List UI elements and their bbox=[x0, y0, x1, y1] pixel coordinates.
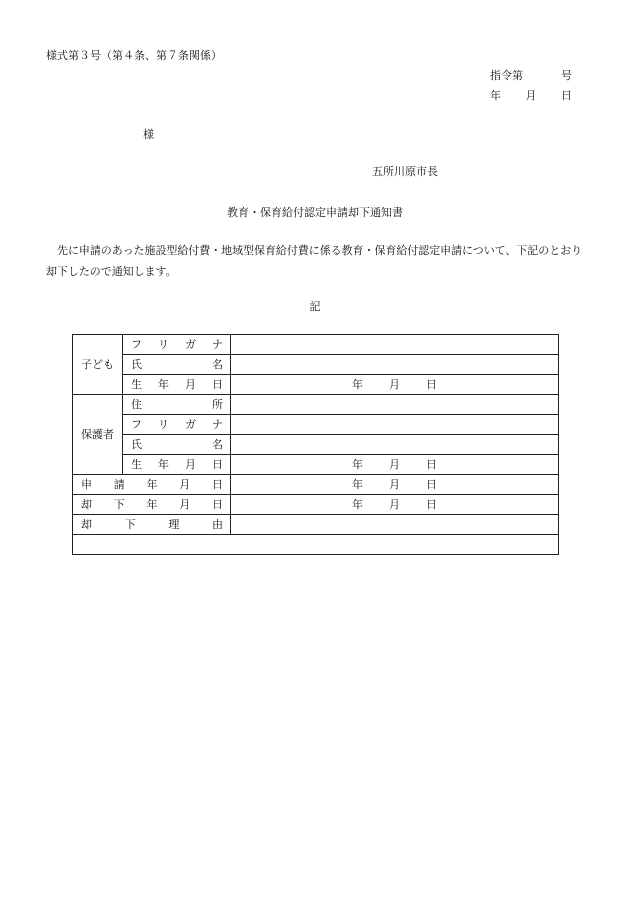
child-name-value[interactable] bbox=[231, 355, 559, 375]
rejection-reason-area[interactable] bbox=[73, 535, 559, 555]
table-row bbox=[73, 415, 559, 435]
table-row bbox=[73, 435, 559, 455]
application-date-value[interactable]: 年 月 日 bbox=[231, 475, 559, 495]
guardian-birthdate-value[interactable]: 年 月 日 bbox=[231, 455, 559, 475]
application-date-label: 申 請 年 月 日 bbox=[73, 475, 231, 495]
rejection-date-value[interactable]: 年 月 日 bbox=[231, 495, 559, 515]
guardian-name-label: 氏 名 bbox=[123, 435, 231, 455]
child-furigana-value[interactable] bbox=[231, 335, 559, 355]
table-row bbox=[73, 455, 559, 475]
table-row bbox=[73, 335, 559, 355]
ki-heading: 記 bbox=[309, 300, 321, 313]
rejection-reason-header-value bbox=[231, 515, 559, 535]
table-row bbox=[73, 495, 559, 515]
rejection-date-label: 却 下 年 月 日 bbox=[73, 495, 231, 515]
table-row bbox=[73, 375, 559, 395]
child-group-label: 子ども bbox=[73, 335, 123, 395]
guardian-birthdate-label: 生 年 月 日 bbox=[123, 455, 231, 475]
child-name-label: 氏 名 bbox=[123, 355, 231, 375]
rejection-reason-label: 却 下 理 由 bbox=[73, 515, 231, 535]
table-row bbox=[73, 475, 559, 495]
document-number-suffix: 号 bbox=[561, 69, 572, 82]
table-row bbox=[73, 355, 559, 375]
document-date-year: 年 bbox=[490, 89, 501, 102]
document-date-day: 日 bbox=[561, 89, 572, 102]
document-number-prefix: 指令第 bbox=[490, 69, 523, 82]
child-birthdate-value[interactable]: 年 月 日 bbox=[231, 375, 559, 395]
guardian-group-label: 保護者 bbox=[73, 395, 123, 475]
guardian-address-label: 住 所 bbox=[123, 395, 231, 415]
document-number bbox=[490, 70, 572, 81]
guardian-name-value[interactable] bbox=[231, 435, 559, 455]
table-row bbox=[73, 515, 559, 535]
sender-name: 五所川原市長 bbox=[372, 165, 438, 178]
document-date bbox=[490, 90, 572, 101]
guardian-furigana-value[interactable] bbox=[231, 415, 559, 435]
child-furigana-label: フ リ ガ ナ bbox=[123, 335, 231, 355]
guardian-furigana-label: フ リ ガ ナ bbox=[123, 415, 231, 435]
document-date-month: 月 bbox=[525, 89, 537, 102]
child-birthdate-label: 生 年 月 日 bbox=[123, 375, 231, 395]
form-reference: 様式第３号（第４条、第７条関係） bbox=[46, 49, 222, 62]
table-row bbox=[73, 395, 559, 415]
body-text: 先に申請のあった施設型給付費・地域型保育給付費に係る教育・保育給付認定申請について、下記のとおり却下したので通知します。 bbox=[46, 244, 583, 278]
table-row bbox=[73, 535, 559, 555]
details-table bbox=[72, 334, 559, 555]
guardian-address-value[interactable] bbox=[231, 395, 559, 415]
document-title: 教育・保育給付認定申請却下通知書 bbox=[227, 206, 403, 219]
addressee-honorific: 様 bbox=[143, 128, 154, 141]
